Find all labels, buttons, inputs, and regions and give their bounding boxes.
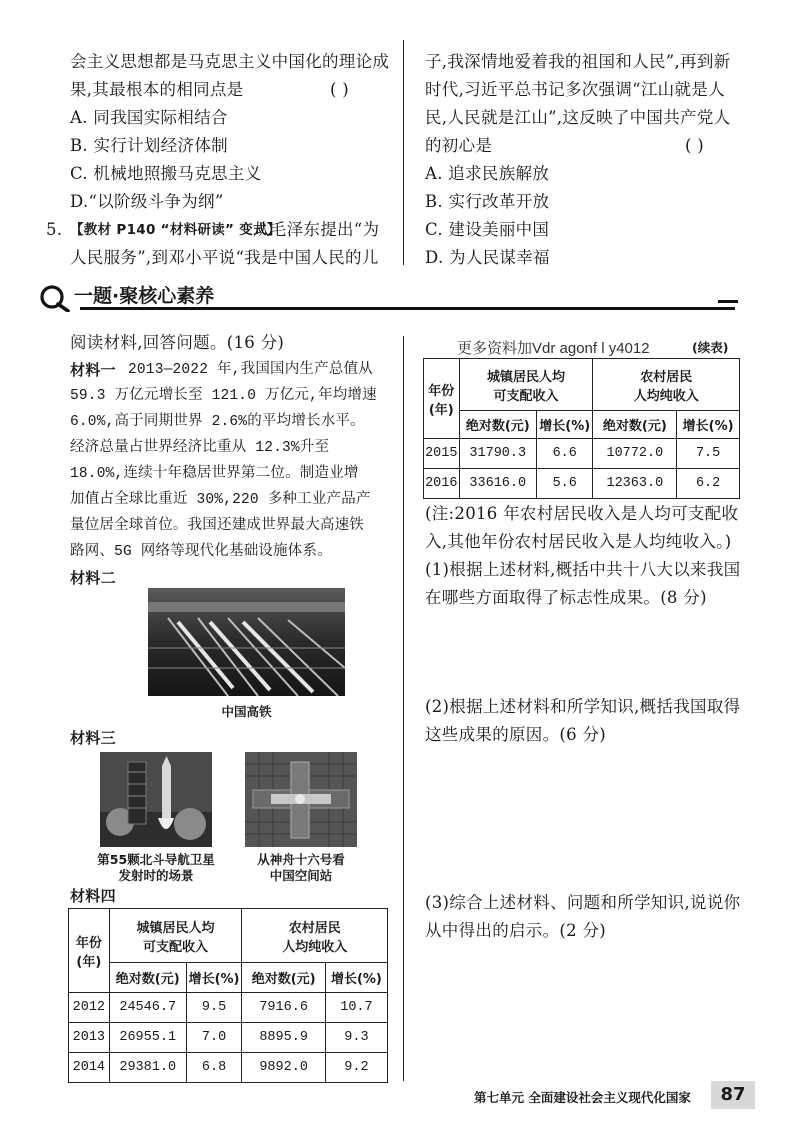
cell-rural-growth: 10.7 xyxy=(325,993,387,1023)
material-1-line: 路网、5G 网络等现代化基础设施体系。 xyxy=(70,544,332,560)
cell-year: 2016 xyxy=(424,469,460,499)
rail-photo-caption: 中国高铁 xyxy=(221,704,272,719)
question-3-line2: 从中得出的启示。(2 分) xyxy=(425,921,607,940)
q4-option-a[interactable]: A. 同我国实际相结合 xyxy=(70,108,228,127)
cell-rural-abs: 9892.0 xyxy=(242,1053,325,1083)
cell-urban-growth: 9.5 xyxy=(186,993,242,1023)
material-1-line: 6.0%,高于同期世界 2.6%的平均增长水平。 xyxy=(70,414,365,430)
table2-urban-header: 城镇居民人均 可支配收入 xyxy=(459,359,593,411)
q5-stem-line1: 从毛泽东提出“为 xyxy=(253,220,380,239)
table-note-line2: 入,其他年份农村居民收入是人均纯收入。) xyxy=(425,532,732,551)
material-1-line: 59.3 万亿元增长至 121.0 万亿元,年均增速 xyxy=(70,388,377,404)
question-3-line1: (3)综合上述材料、问题和所学知识,说说你 xyxy=(425,893,741,912)
space-station-photo xyxy=(245,752,357,847)
cell-urban-growth: 5.6 xyxy=(536,469,593,499)
q5-option-d[interactable]: D. 为人民谋幸福 xyxy=(425,248,550,267)
table-row xyxy=(424,439,740,469)
cell-rural-abs: 10772.0 xyxy=(593,439,677,469)
material-1-label: 材料一 xyxy=(70,361,116,379)
q5-tag: 【教材 P140 “材料研读” 变式】 xyxy=(70,222,281,238)
table1-urban-abs-header: 绝对数(元) xyxy=(109,963,186,993)
footer-unit-title: 第七单元 全面建设社会主义现代化国家 xyxy=(474,1090,691,1105)
table1-rural-header: 农村居民 人均纯收入 xyxy=(242,909,388,963)
column-divider-bottom xyxy=(403,336,404,1081)
material-4-label: 材料四 xyxy=(70,887,116,905)
q5-stem-line2: 人民服务”,到邓小平说“我是中国人民的儿 xyxy=(70,248,379,267)
q5-stem-line5: 民,人民就是江山”,这反映了中国共产党人 xyxy=(425,108,731,127)
material-1-line: 经济总量占世界经济比重从 12.3%升至 xyxy=(70,440,330,456)
q4-option-c[interactable]: C. 机械地照搬马克思主义 xyxy=(70,164,262,183)
high-speed-rail-photo xyxy=(148,588,345,696)
table1-urban-growth-header: 增长(%) xyxy=(186,963,242,993)
section-title: 一题·聚核心素养 xyxy=(74,285,215,307)
cell-urban-abs: 24546.7 xyxy=(109,993,186,1023)
station-caption-line2: 中国空间站 xyxy=(269,868,333,883)
question-2-line2: 这些成果的原因。(6 分) xyxy=(425,725,607,744)
table2-rural-growth-header: 增长(%) xyxy=(677,411,740,439)
q5-stem-line3: 子,我深情地爱着我的祖国和人民”,再到新 xyxy=(425,52,731,71)
cell-rural-growth: 9.3 xyxy=(325,1023,387,1053)
cell-year: 2013 xyxy=(69,1023,110,1053)
cell-year: 2014 xyxy=(69,1053,110,1083)
beidou-caption-line2: 发射时的场景 xyxy=(118,868,194,883)
table1-rural-abs-header: 绝对数(元) xyxy=(242,963,325,993)
q4-option-b[interactable]: B. 实行计划经济体制 xyxy=(70,136,228,155)
cell-rural-growth: 7.5 xyxy=(677,439,740,469)
material-2-label: 材料二 xyxy=(70,569,116,587)
watermark-text: 更多资料加Vdr agonf l y4012 xyxy=(457,340,650,357)
q5-stem-line4: 时代,习近平总书记多次强调“江山就是人 xyxy=(425,80,725,99)
cell-rural-abs: 8895.9 xyxy=(242,1023,325,1053)
table-continued-label: (续表) xyxy=(692,340,729,355)
intro-text: 阅读材料,回答问题。(16 分) xyxy=(70,333,285,352)
column-divider-top xyxy=(403,40,404,265)
section-rule-accent xyxy=(718,300,738,303)
table2-year-header: 年份 (年) xyxy=(424,359,460,439)
cell-rural-abs: 12363.0 xyxy=(593,469,677,499)
cell-urban-growth: 6.6 xyxy=(536,439,593,469)
cell-rural-abs: 7916.6 xyxy=(242,993,325,1023)
table1-rural-growth-header: 增长(%) xyxy=(325,963,387,993)
q4-stem-line2: 果,其最根本的相同点是 xyxy=(70,80,244,99)
material-1-line: 加值占全球比重近 30%,220 多种工业产品产 xyxy=(70,492,371,508)
table2-rural-abs-header: 绝对数(元) xyxy=(593,411,677,439)
table1-urban-header: 城镇居民人均 可支配收入 xyxy=(109,909,242,963)
q5-answer-paren: ( ) xyxy=(685,136,705,155)
beidou-caption-line1: 第55颗北斗导航卫星 xyxy=(97,852,215,867)
q5-stem-line6: 的初心是 xyxy=(425,136,493,155)
table-note-line1: (注:2016 年农村居民收入是人均可支配收 xyxy=(425,504,739,523)
question-1-line2: 在哪些方面取得了标志性成果。(8 分) xyxy=(425,588,707,607)
q4-stem-line1: 会主义思想都是马克思主义中国化的理论成 xyxy=(70,52,390,71)
question-2-line1: (2)根据上述材料和所学知识,概括我国取得 xyxy=(425,697,741,716)
material-1-line: 18.0%,连续十年稳居世界第二位。制造业增 xyxy=(70,466,359,482)
cell-year: 2015 xyxy=(424,439,460,469)
magnifier-icon xyxy=(38,284,70,312)
table1-year-header: 年份 (年) xyxy=(69,909,110,993)
q5-option-c[interactable]: C. 建设美丽中国 xyxy=(425,220,550,239)
cell-rural-growth: 9.2 xyxy=(325,1053,387,1083)
q4-option-d[interactable]: D.“以阶级斗争为纲” xyxy=(70,192,224,211)
q4-answer-paren: ( ) xyxy=(330,80,350,99)
q5-option-b[interactable]: B. 实行改革开放 xyxy=(425,192,550,211)
cell-urban-abs: 33616.0 xyxy=(459,469,536,499)
table-row xyxy=(69,1023,388,1053)
table-row xyxy=(69,1053,388,1083)
cell-rural-growth: 6.2 xyxy=(677,469,740,499)
cell-urban-growth: 7.0 xyxy=(186,1023,242,1053)
table2-rural-header: 农村居民 人均纯收入 xyxy=(593,359,740,411)
page-number: 87 xyxy=(711,1081,755,1109)
material-1-line: 量位居全球首位。我国还建成世界最大高速铁 xyxy=(70,518,364,534)
income-table-2012-2014 xyxy=(68,908,388,1083)
table-row xyxy=(424,469,740,499)
cell-urban-abs: 26955.1 xyxy=(109,1023,186,1053)
question-1-line1: (1)根据上述材料,概括中共十八大以来我国 xyxy=(425,560,741,579)
cell-urban-abs: 29381.0 xyxy=(109,1053,186,1083)
cell-urban-growth: 6.8 xyxy=(186,1053,242,1083)
table2-urban-abs-header: 绝对数(元) xyxy=(459,411,536,439)
q5-number: 5. xyxy=(46,220,63,239)
material-3-label: 材料三 xyxy=(70,729,116,747)
q5-option-a[interactable]: A. 追求民族解放 xyxy=(425,164,550,183)
income-table-2015-2016 xyxy=(423,358,740,499)
station-caption-line1: 从神舟十六号看 xyxy=(257,852,345,867)
beidou-launch-photo xyxy=(100,752,212,847)
material-1-line: 2013—2022 年,我国国内生产总值从 xyxy=(128,362,373,378)
cell-urban-abs: 31790.3 xyxy=(459,439,536,469)
cell-year: 2012 xyxy=(69,993,110,1023)
table-row xyxy=(69,993,388,1023)
table2-urban-growth-header: 增长(%) xyxy=(536,411,593,439)
